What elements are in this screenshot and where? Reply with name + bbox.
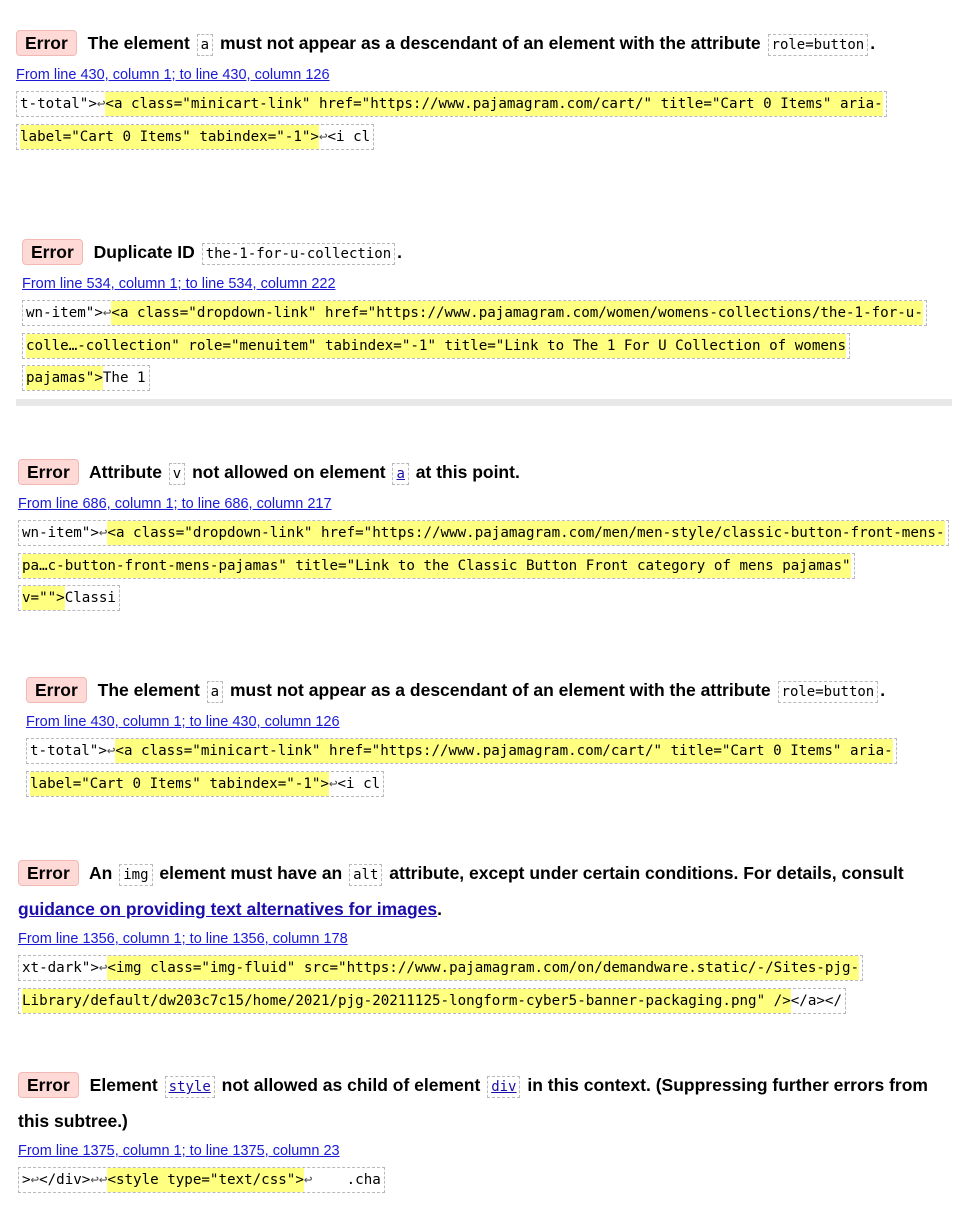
return-icon: ↩↩ <box>90 1172 108 1188</box>
error-message <box>18 1068 956 1138</box>
extract-before: xt-dark"> <box>22 960 99 976</box>
extract-before: t-total"> <box>20 96 97 112</box>
code-element <box>392 463 408 485</box>
location-link[interactable]: From line 1356, column 1; to line 1356, column 178 <box>18 931 348 947</box>
message-text: at this point. <box>415 462 520 482</box>
return-icon: ↩ <box>303 1172 313 1188</box>
code-attribute: v <box>169 463 185 485</box>
source-extract <box>18 517 954 615</box>
location-link[interactable]: From line 430, column 1; to line 430, column 126 <box>26 714 340 730</box>
error-message <box>26 673 956 709</box>
error-badge: Error <box>18 860 79 886</box>
code-element <box>487 1076 520 1098</box>
return-icon: ↩ <box>106 743 116 759</box>
source-extract <box>18 952 956 1017</box>
return-icon: ↩ <box>102 305 112 321</box>
error-item <box>22 235 954 395</box>
code-attribute: role=button <box>768 34 869 56</box>
extract-after: <i cl <box>327 128 371 145</box>
message-text: An <box>89 863 113 883</box>
element-link[interactable]: div <box>491 1079 517 1095</box>
extract-after: </a></ <box>790 992 842 1009</box>
error-badge: Error <box>18 459 79 485</box>
return-icon: ↩ <box>318 128 328 145</box>
message-text: Element <box>89 1075 158 1095</box>
extract-after: <i cl <box>337 775 381 792</box>
highlighted-code: <a class="minicart-link" href="https://www.pajamagram.com/cart/" title="Cart 0 Items" aria-label="Cart 0 Items" tabindex="-1"> <box>30 739 893 796</box>
message-text: The element <box>87 33 190 53</box>
code-id: the-1-for-u-collection <box>202 243 395 265</box>
error-badge: Error <box>22 239 83 265</box>
message-text: attribute, except under certain conditions. For details, consult <box>389 863 904 883</box>
source-extract <box>16 88 956 153</box>
highlighted-code: <style type="text/css"> <box>107 1168 303 1192</box>
guidance-link[interactable]: guidance on providing text alternatives for images <box>18 899 438 919</box>
element-link[interactable]: a <box>396 466 405 482</box>
highlighted-code: <a class="dropdown-link" href="https://www.pajamagram.com/men/men-style/classic-button-front-mens-pa…c-button-front-mens-pajamas" title="Link to the Classic Button Front category of mens pajamas" v=""> <box>22 521 945 610</box>
extract-before: t-total"> <box>30 743 107 759</box>
element-link[interactable]: style <box>168 1079 211 1095</box>
error-badge: Error <box>18 1072 79 1098</box>
code-attribute: role=button <box>778 681 879 703</box>
return-icon: ↩ <box>98 525 108 541</box>
location-link[interactable]: From line 1375, column 1; to line 1375, column 23 <box>18 1143 340 1159</box>
highlighted-code: <a class="minicart-link" href="https://www.pajamagram.com/cart/" title="Cart 0 Items" aria-label="Cart 0 Items" tabindex="-1"> <box>20 92 883 149</box>
return-icon: ↩ <box>98 960 108 976</box>
highlighted-code: <a class="dropdown-link" href="https://www.pajamagram.com/women/womens-collections/the-1-for-u-colle…-collection" role="menuitem" tabindex="-1" title="Link to The 1 For U Collection of womens pajamas"> <box>26 301 923 390</box>
extract-before: > <box>22 1172 31 1188</box>
extract-before: wn-item"> <box>22 525 99 541</box>
error-message <box>18 455 954 491</box>
error-message <box>18 856 956 926</box>
message-text: element must have an <box>159 863 343 883</box>
message-text: Attribute <box>89 462 162 482</box>
code-element: a <box>207 681 223 703</box>
error-item <box>18 856 956 1017</box>
return-icon: ↩ <box>328 775 338 792</box>
message-text: not allowed as child of element <box>221 1075 481 1095</box>
message-text: not allowed on element <box>192 462 386 482</box>
code-attribute: alt <box>349 864 382 886</box>
code-element <box>165 1076 215 1098</box>
section-divider <box>16 399 952 406</box>
message-text: Duplicate ID <box>93 242 195 262</box>
location-link[interactable]: From line 430, column 1; to line 430, column 126 <box>16 67 330 83</box>
error-message <box>16 26 956 62</box>
code-element: img <box>119 864 152 886</box>
message-text: must not appear as a descendant of an element with the attribute <box>219 33 761 53</box>
error-item <box>16 26 956 153</box>
location-link[interactable]: From line 686, column 1; to line 686, column 217 <box>18 496 332 512</box>
highlighted-code: <img class="img-fluid" src="https://www.pajamagram.com/on/demandware.static/-/Sites-pjg-Library/default/dw203c7c15/home/2021/pjg-20211125-longform-cyber5-banner-packaging.png" /> <box>22 956 859 1013</box>
error-item <box>26 673 956 800</box>
message-text: . <box>880 680 886 700</box>
message-text: must not appear as a descendant of an element with the attribute <box>229 680 771 700</box>
message-text: . <box>437 899 442 919</box>
error-message <box>22 235 954 271</box>
extract-after: The 1 <box>102 370 146 386</box>
extract-before: wn-item"> <box>26 305 103 321</box>
extract-after: .cha <box>312 1172 381 1188</box>
return-icon: ↩ <box>30 1172 40 1188</box>
extract-before: </div> <box>39 1172 91 1188</box>
source-extract <box>26 735 956 800</box>
error-badge: Error <box>16 30 77 56</box>
extract-after: Classi <box>64 590 116 606</box>
message-text: . <box>397 242 402 262</box>
return-icon: ↩ <box>96 96 106 112</box>
source-extract <box>22 297 954 395</box>
source-extract <box>18 1164 956 1197</box>
message-text: in this context. (Suppressing further errors from this subtree.) <box>18 1075 928 1131</box>
message-text: . <box>870 33 876 53</box>
message-text: The element <box>97 680 200 700</box>
error-badge: Error <box>26 677 87 703</box>
error-item <box>18 1068 956 1197</box>
error-item <box>18 455 954 615</box>
location-link[interactable]: From line 534, column 1; to line 534, column 222 <box>22 276 336 292</box>
code-element: a <box>197 34 213 56</box>
